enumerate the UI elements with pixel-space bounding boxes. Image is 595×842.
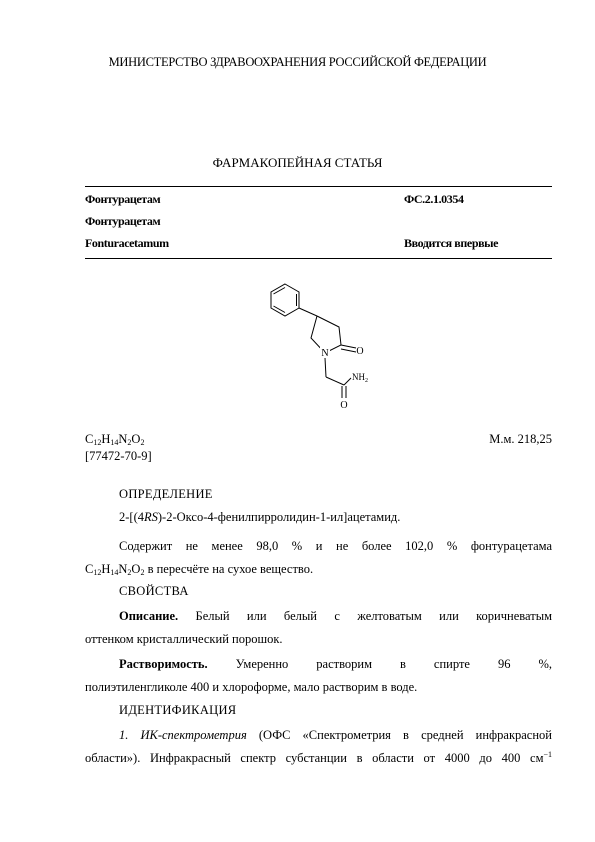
structural-formula [255, 280, 395, 415]
name-ru-2: Фонтурацетам [85, 214, 161, 228]
atom-nh2: NH [352, 372, 365, 382]
chemical-name: 2-[(4RS)-2-Оксо-4-фенилпирролидин-1-ил]ацетамид. [119, 510, 401, 524]
molecular-formula: $C_{12}H_{14}N_2O_2$ [85, 432, 145, 447]
section-identification: ИДЕНТИФИКАЦИЯ [119, 703, 237, 717]
carbonyl-double-bond [341, 349, 356, 352]
document-title: ФАРМАКОПЕЙНАЯ СТАТЬЯ [212, 155, 383, 170]
atom-n: N [321, 348, 329, 359]
n-ch2-bond [325, 358, 326, 377]
carbonyl-bond [341, 345, 356, 348]
benzene-double-bond [274, 306, 286, 313]
content-assay: Содержит не менее 98,0 % и не более 102,0 % фонтурацетама $C_{12}H_{14}N_2O_2$ в пересчёте на сухое вещество. [85, 539, 552, 577]
section-definition: ОПРЕДЕЛЕНИЕ [119, 487, 213, 501]
benzene-ring [271, 284, 299, 316]
solubility-paragraph: Растворимость. Умеренно растворим в спирте 96 %, полиэтиленгликоле 400 и хлороформе, мало растворим в воде. [85, 657, 552, 694]
bottom-rule [85, 258, 552, 259]
phenyl-bond [299, 308, 317, 316]
description-paragraph: Описание. Белый или белый с желтоватым или коричневатым оттенком кристаллический порошок. [85, 609, 552, 646]
name-ru-1: Фонтурацетам [85, 192, 161, 206]
benzene-double-bond [274, 288, 286, 295]
c-nh2-bond [344, 378, 351, 385]
name-latin: Fonturacetamum [85, 236, 169, 250]
molecular-weight: М.м. 218,25 [489, 432, 552, 446]
introduction-status: Вводится впервые [404, 236, 499, 250]
ir-paragraph: 1. ИК-спектрометрия (ОФС «Спектрометрия в средней инфракрасной области»). Инфракрасный спектр субстанции в области от 4000 до 400 $см^{-1}$ [85, 728, 552, 765]
atom-nh2-subscript: 2 [365, 378, 368, 384]
section-properties: СВОЙСТВА [119, 584, 189, 598]
atom-o-ring: O [356, 346, 364, 357]
monograph-code: ФС.2.1.0354 [404, 192, 464, 206]
atom-o-amide: O [340, 400, 348, 411]
ch2-c-bond [326, 377, 344, 385]
top-rule [85, 186, 552, 187]
cas-number: [77472-70-9] [85, 449, 152, 463]
ministry-header: МИНИСТЕРСТВО ЗДРАВООХРАНЕНИЯ РОССИЙСКОЙ ФЕДЕРАЦИИ [108, 55, 487, 69]
